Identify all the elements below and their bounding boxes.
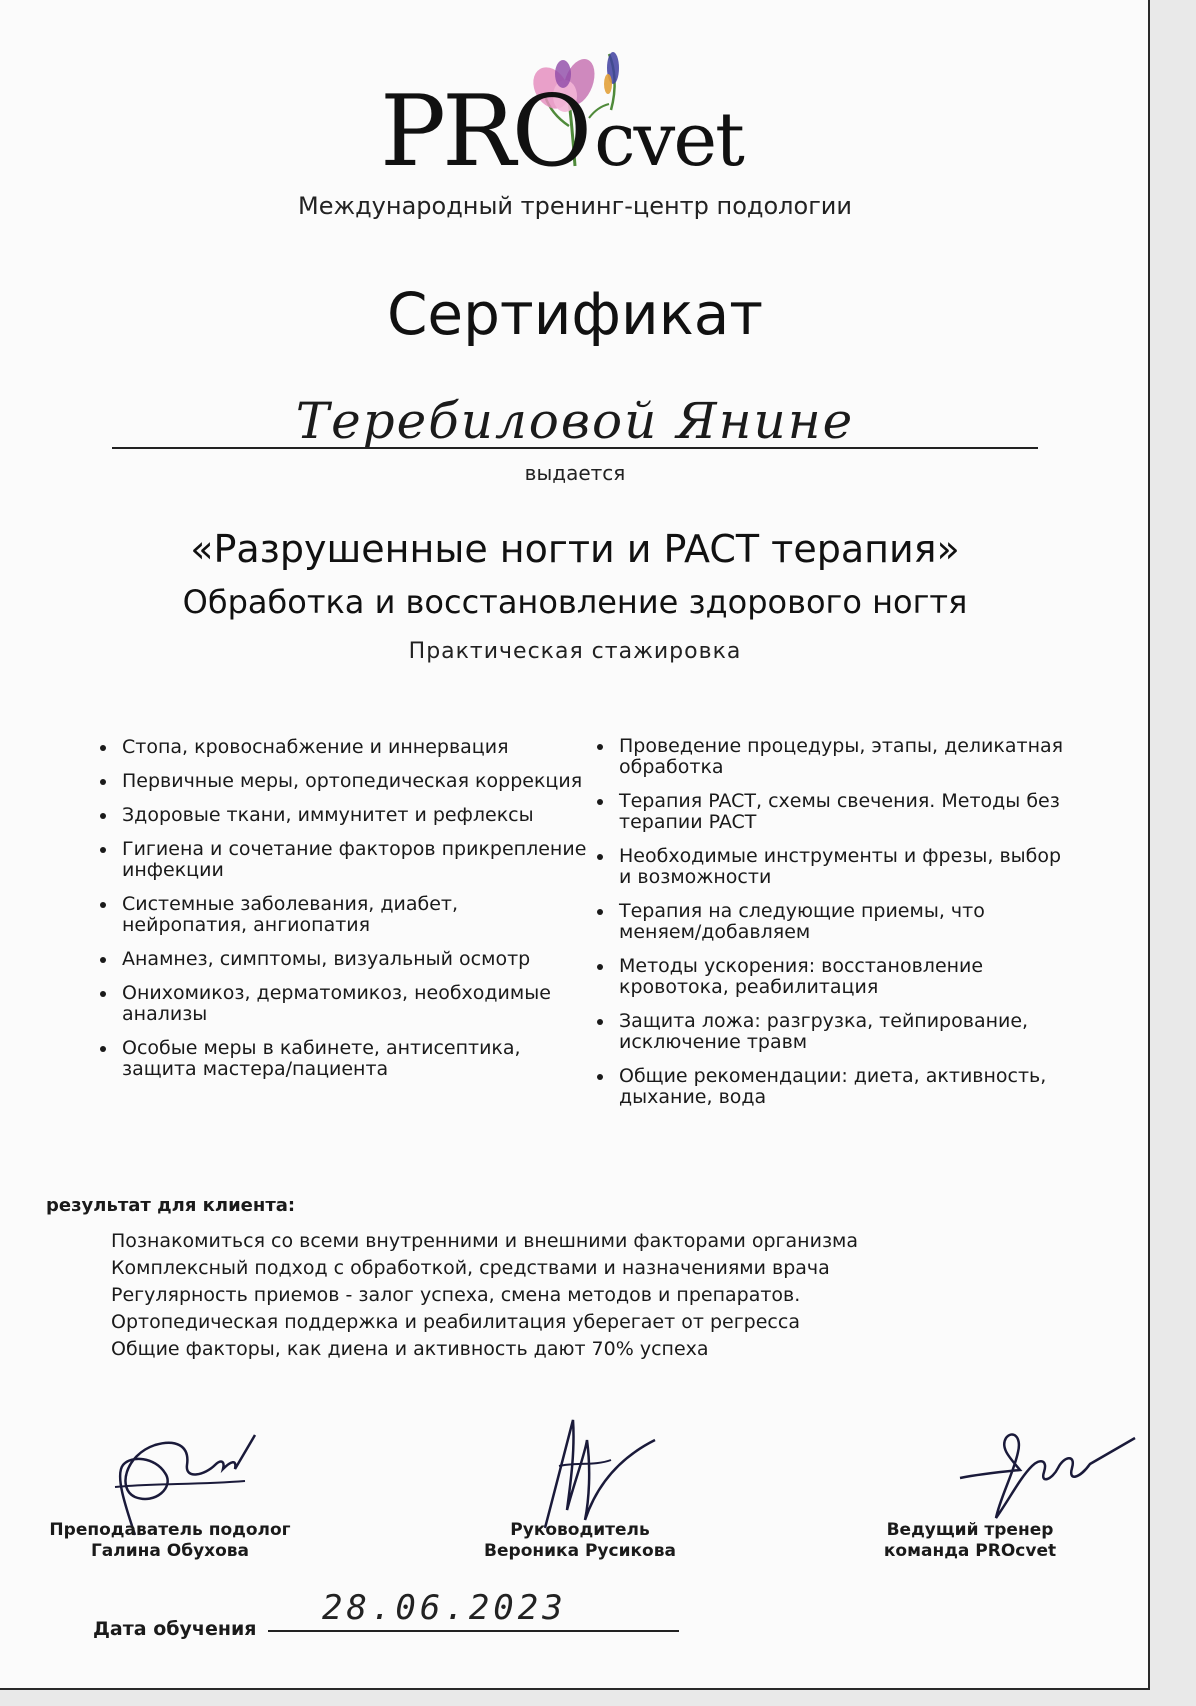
signature-teacher [40, 1520, 300, 1562]
signature-role: Ведущий тренер [886, 1520, 1054, 1540]
date-label: Дата обучения [93, 1618, 257, 1640]
signature-director [455, 1520, 705, 1562]
signature-name: Вероника Русикова [484, 1541, 676, 1561]
results-list [111, 1228, 858, 1363]
signature-role: Преподаватель подолог [49, 1520, 291, 1540]
topic-item: • Общие рекомендации: диета, активность, дыхание, вода [615, 1066, 1070, 1108]
topic-item: • Терапия PACT, схемы свечения. Методы без терапии PACT [615, 791, 1070, 833]
topics-right-list [593, 736, 1070, 1121]
topic-item: • Необходимые инструменты и фрезы, выбор и возможности [615, 846, 1070, 888]
result-item: Общие факторы, как диена и активность дают 70% успеха [111, 1338, 709, 1360]
result-item: Регулярность приемов - залог успеха, смена методов и препаратов. [111, 1284, 801, 1306]
topics-left-list [96, 737, 588, 1093]
date-underline [268, 1630, 679, 1632]
signature-trainer [865, 1520, 1075, 1562]
trainer-signature-icon [940, 1418, 1140, 1528]
topic-item: • Стопа, кровоснабжение и иннервация [118, 737, 588, 758]
topic-item: • Защита ложа: разгрузка, тейпирование, исключение травм [615, 1011, 1070, 1053]
topic-item: • Особые меры в кабинете, антисептика, защита мастера/пациента [118, 1038, 588, 1080]
signature-name: Галина Обухова [90, 1541, 250, 1561]
date-value: 28.06.2023 [322, 1588, 567, 1628]
result-item: Познакомиться со всеми внутренними и внешними факторами организма [111, 1230, 859, 1252]
course-type: Практическая стажировка [408, 639, 742, 664]
recipient-name: Теребиловой Янине [295, 392, 855, 450]
result-heading: результат для клиента: [46, 1195, 296, 1216]
director-signature-icon [515, 1410, 665, 1535]
course-title: «Разрушенные ногти и PACT терапия» [190, 527, 960, 571]
course-subtitle: Обработка и восстановление здорового ногтя [182, 583, 968, 621]
procvet-logo [380, 75, 800, 189]
topic-item: • Анамнез, симптомы, визуальный осмотр [118, 949, 588, 970]
topic-item: • Методы ускорения: восстановление кровотока, реабилитация [615, 956, 1070, 998]
logo-pro-text: PRO [380, 75, 589, 189]
certificate-title: Сертификат [386, 280, 764, 348]
topic-item: • Терапия на следующие приемы, что меняем/добавляем [615, 901, 1070, 943]
organization-subtitle: Международный тренинг-центр подологии [297, 192, 852, 220]
result-item: Ортопедическая поддержка и реабилитация уберегает от регресса [111, 1311, 800, 1333]
topic-item: • Гигиена и сочетание факторов прикрепление инфекции [118, 839, 588, 881]
signature-role: Руководитель [510, 1520, 650, 1540]
signature-name: команда PROcvet [883, 1541, 1057, 1561]
recipient-underline [112, 447, 1038, 449]
topic-item: • Первичные меры, ортопедическая коррекция [118, 771, 588, 792]
topic-item: • Здоровые ткани, иммунитет и рефлексы [118, 805, 588, 826]
topic-item: • Системные заболевания, диабет, нейропатия, ангиопатия [118, 894, 588, 936]
logo-cvet-text: cvet [594, 97, 743, 183]
topic-item: • Онихомикоз, дерматомикоз, необходимые анализы [118, 983, 588, 1025]
topic-item: • Проведение процедуры, этапы, деликатная обработка [615, 736, 1070, 778]
result-item: Комплексный подход с обработкой, средствами и назначениями врача [111, 1257, 830, 1279]
issued-label: выдается [524, 461, 626, 485]
